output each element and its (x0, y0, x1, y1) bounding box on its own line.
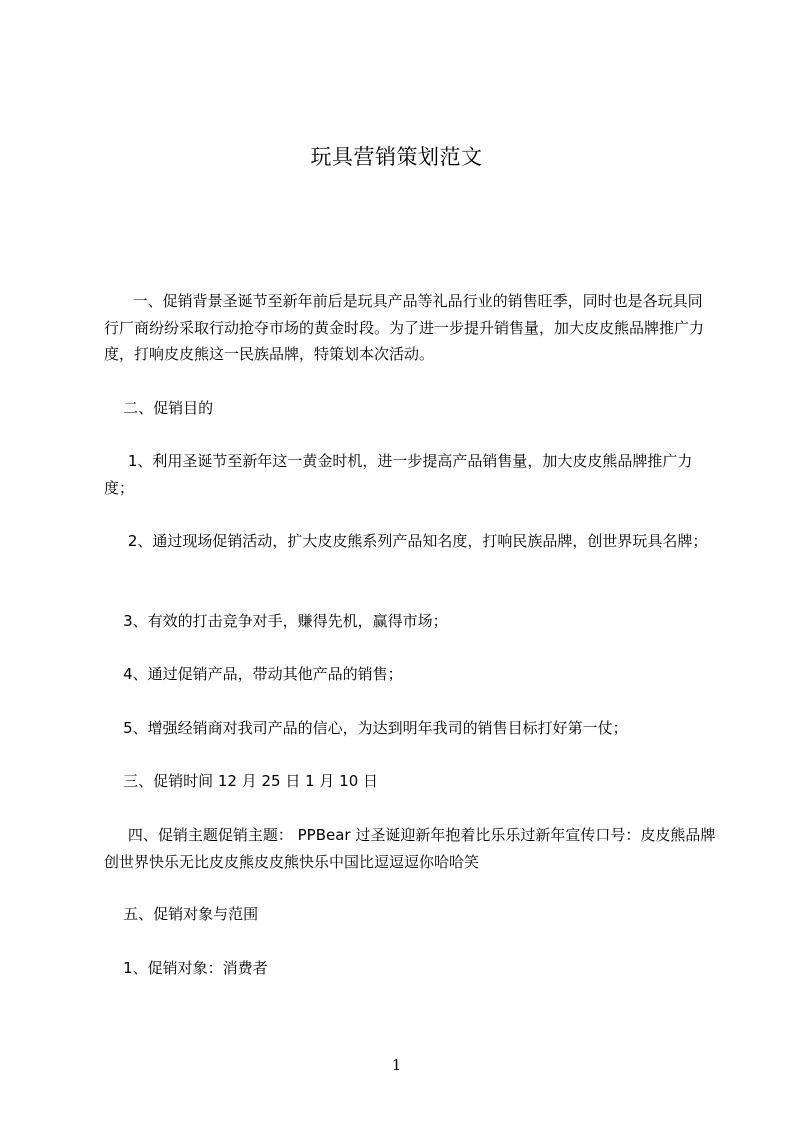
document-title: 玩具营销策划范文 (310, 145, 483, 169)
list-item-promotion-target: 1、促销对象：消费者 (104, 959, 268, 977)
list-item-purpose-3: 3、有效的打击竞争对手，赚得先机，赢得市场； (104, 612, 448, 630)
heading-promotion-time: 三、促销时间 12 月 25 日 1 月 10 日 (104, 772, 379, 790)
list-item-purpose-5: 5、增强经销商对我司产品的信心，为达到明年我司的销售目标打好第一仗； (104, 719, 628, 737)
list-item-purpose-1: 1、利用圣诞节至新年这一黄金时机，进一步提高产品销售量，加大皮皮熊品牌推广力度； (104, 452, 693, 497)
heading-promotion-target-scope: 五、促销对象与范围 (104, 905, 259, 923)
paragraph-promotion-theme: 四、促销主题促销主题： PPBear 过圣诞迎新年抱着比乐乐过新年宣传口号：皮皮熊品牌创世界快乐无比皮皮熊皮皮熊快乐中国比逗逗逗你哈哈笑 (104, 826, 716, 871)
paragraph-promotion-background: 一、促销背景圣诞节至新年前后是玩具产品等礼品行业的销售旺季，同时也是各玩具同行厂商纷纷采取行动抢夺市场的黄金时段。为了进一步提升销售量，加大皮皮熊品牌推广力度，打响皮皮熊这一民族品牌，特策划本次活动。 (104, 292, 705, 363)
page-number: 1 (391, 1056, 402, 1074)
heading-promotion-purpose: 二、促销目的 (104, 399, 214, 417)
list-item-purpose-2: 2、通过现场促销活动，扩大皮皮熊系列产品知名度，打响民族品牌，创世界玩具名牌； (104, 532, 708, 550)
list-item-purpose-4: 4、通过促销产品，带动其他产品的销售； (104, 665, 403, 683)
